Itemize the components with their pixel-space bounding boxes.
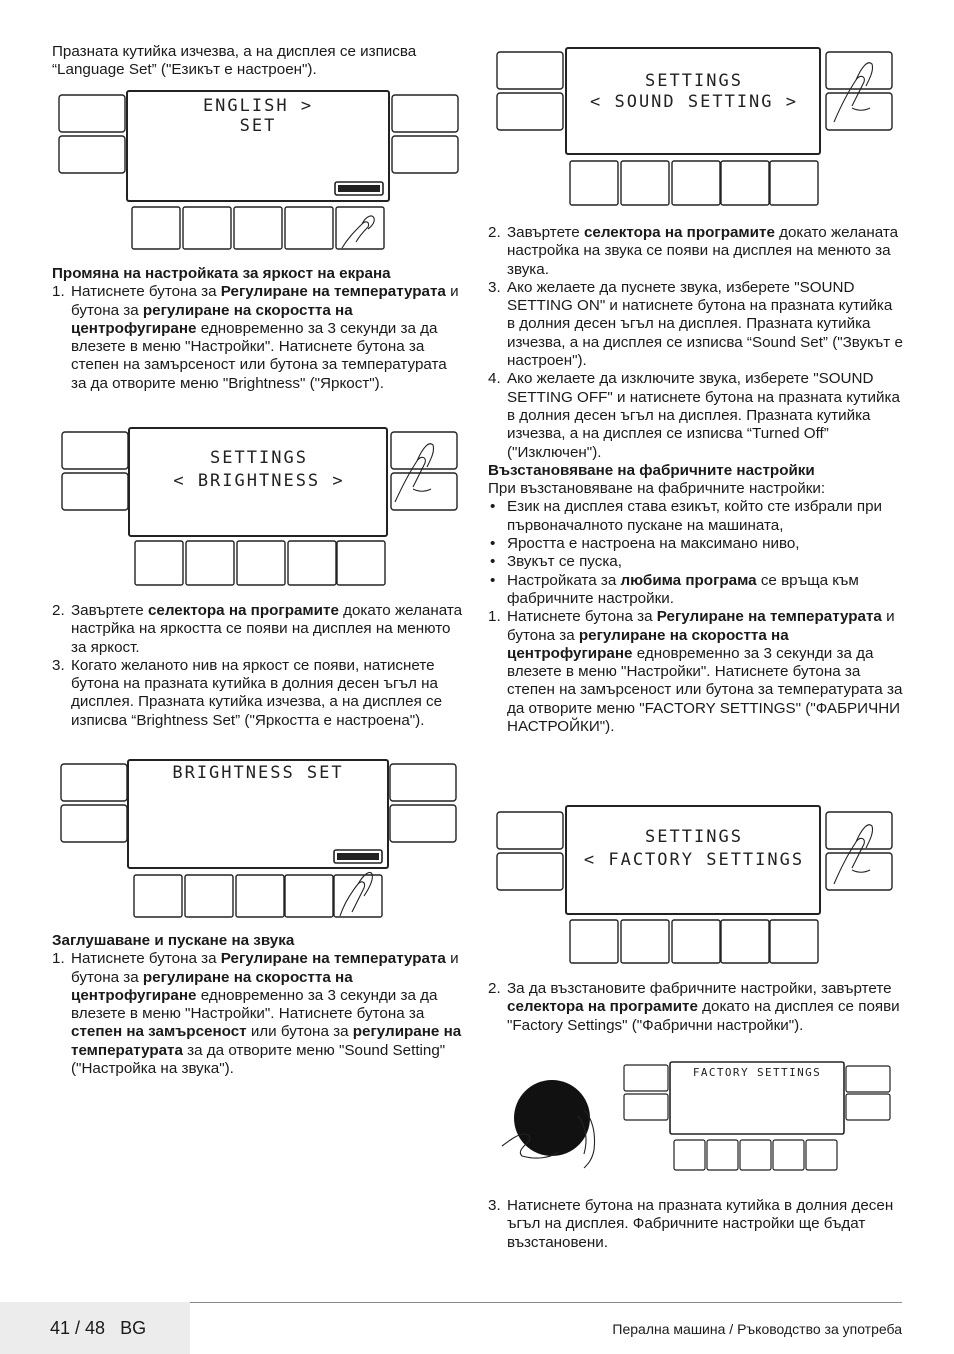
factory-step-3: 3. Натиснете бутона на празната кутийка в долния десен ъгъл на дисплея. Фабричните настройки ще бъдат възстановени. <box>488 1197 894 1251</box>
brightness-step-2: 2. Завъртете селектора на програмите докато желаната настрйка на яркостта се появи на дисплея на менюто за яркост. <box>52 602 463 656</box>
display-panel-brightness <box>61 427 463 589</box>
brightness-step-1: 1. Натиснете бутона за Регулиране на температурата и бутона за регулиране на скоростта на центрофугиране едновременно за 3 секунди за да влезете в меню "Настройки". Натиснете бутона за степен на замърсеност или бутона за температурата за да отворите меню "Brightness" ("Яркост"). <box>52 283 459 392</box>
lcd-line-1: SETTINGS <box>645 827 743 847</box>
intro-text: Празната кутийка изчезва, а на дисплея се изписва “Language Set” ("Езикът е настроен"). <box>52 43 417 79</box>
lcd-line-2: < BRIGHTNESS > <box>173 471 345 491</box>
lcd-line-1: SETTINGS <box>210 448 308 468</box>
factory-bullet: • Настройката за любима програма се връща към фабричните настройки. <box>490 571 859 607</box>
sound-section <box>52 932 466 1078</box>
display-panel-factory-settings-knob <box>496 1060 896 1176</box>
lcd-line-2: < SOUND SETTING > <box>590 92 798 112</box>
factory-bullet: • Звукът се пуска, <box>490 553 622 571</box>
lcd-line-1: FACTORY SETTINGS <box>692 1066 822 1079</box>
finger-icon <box>340 872 372 916</box>
display-panel-factory-settings <box>496 804 898 966</box>
finger-icon <box>342 216 374 248</box>
factory-step-1: 1. Натиснете бутона за Регулиране на температурата и бутона за регулиране на скоростта на центрофугиране едновременно за 3 секунди за да влезете в меню "Настройки". Натиснете бутона за степен на замърсеност или бутона за температурата за да отворите меню "FACTORY SETTINGS" ("ФАБРИЧНИ НАСТРОЙКИ"). <box>488 608 903 736</box>
finger-icon <box>834 825 873 884</box>
brightness-steps-2-3 <box>52 602 466 730</box>
footer-rule <box>190 1302 902 1303</box>
display-panel-brightness-set <box>60 758 462 920</box>
page-number: 41 / 48 BG <box>50 1318 147 1338</box>
lcd-line-1: BRIGHTNESS SET <box>172 763 344 783</box>
left-column <box>52 43 466 80</box>
lcd-line-2: < FACTORY SETTINGS <box>583 850 805 870</box>
display-panel-language-set <box>58 90 460 252</box>
factory-step-3-block <box>488 1197 904 1252</box>
brightness-heading: Промяна на настройката за яркост на екрана <box>52 265 391 282</box>
lcd-line-1: ENGLISH > <box>202 96 314 116</box>
lcd-line-1: SETTINGS <box>645 71 743 91</box>
sound-heading: Заглушаване и пускане на звука <box>52 932 295 949</box>
lcd-line-2: SET <box>239 116 277 136</box>
sound-step-4: 4. Ако желаете да изключите звука, изберете "SOUND SETTING OFF" и натиснете бутона на празната кутийка в долния десен ъгъл на дисплея. Празната кутийка изчезва, а на дисплея се изписва “Turned Off” ("Изключен"). <box>488 370 900 461</box>
brightness-step-3: 3. Когато желаното нив на яркост се появи, натиснете бутона на празната кутийка в долния десен ъгъл на дисплея. Празната кутийка изчезва, а на дисплея се изписва “Brightness Set” ("Яркостта е настроена"). <box>52 656 443 729</box>
factory-step-2: 2. За да възстановите фабричните настройки, завъртете селектора на програмите докато на дисплея се появи "Factory Settings" ("Фабрични настройки"). <box>488 980 900 1034</box>
right-column <box>488 224 904 736</box>
factory-intro: При възстановяване на фабричните настройки: <box>488 480 826 498</box>
factory-heading: Възстановяване на фабричните настройки <box>488 461 815 479</box>
page-footer <box>0 1302 954 1354</box>
language-code: BG <box>120 1318 147 1338</box>
factory-step-2-block <box>488 980 904 1035</box>
sound-step-3: 3. Ако желаете да пуснете звука, изберете "SOUND SETTING ON" и натиснете бутона на празната кутийка в долния десен ъгъл на дисплея. Празната кутийка изчезва, а на дисплея се изписва “Sound Set” ("Звукът е настроен"). <box>488 278 903 370</box>
brightness-section <box>52 265 466 393</box>
display-panel-sound-setting <box>496 46 898 208</box>
sound-step-1: 1. Натиснете бутона за Регулиране на температурата и бутона за регулиране на скоростта на центрофугиране едновременно за 3 секунди за да влезете в меню "Настройки". Натиснете бутона за степен на замърсеност или бутона за регулиране на температурата за да отворите меню "Sound Setting" ("Настройка на звука"). <box>52 950 462 1078</box>
factory-bullet: • Език на дисплея става езикът, който сте избрали при първоначалното пускане на машината, <box>490 498 883 534</box>
sound-step-2: 2. Завъртете селектора на програмите докато желаната настройка на звука се появи на дисплея на менюто за звука. <box>488 224 899 278</box>
factory-bullet: • Яростта е настроена на максимано ниво, <box>490 535 800 553</box>
document-title: Перална машина / Ръководство за употреба <box>612 1321 902 1337</box>
